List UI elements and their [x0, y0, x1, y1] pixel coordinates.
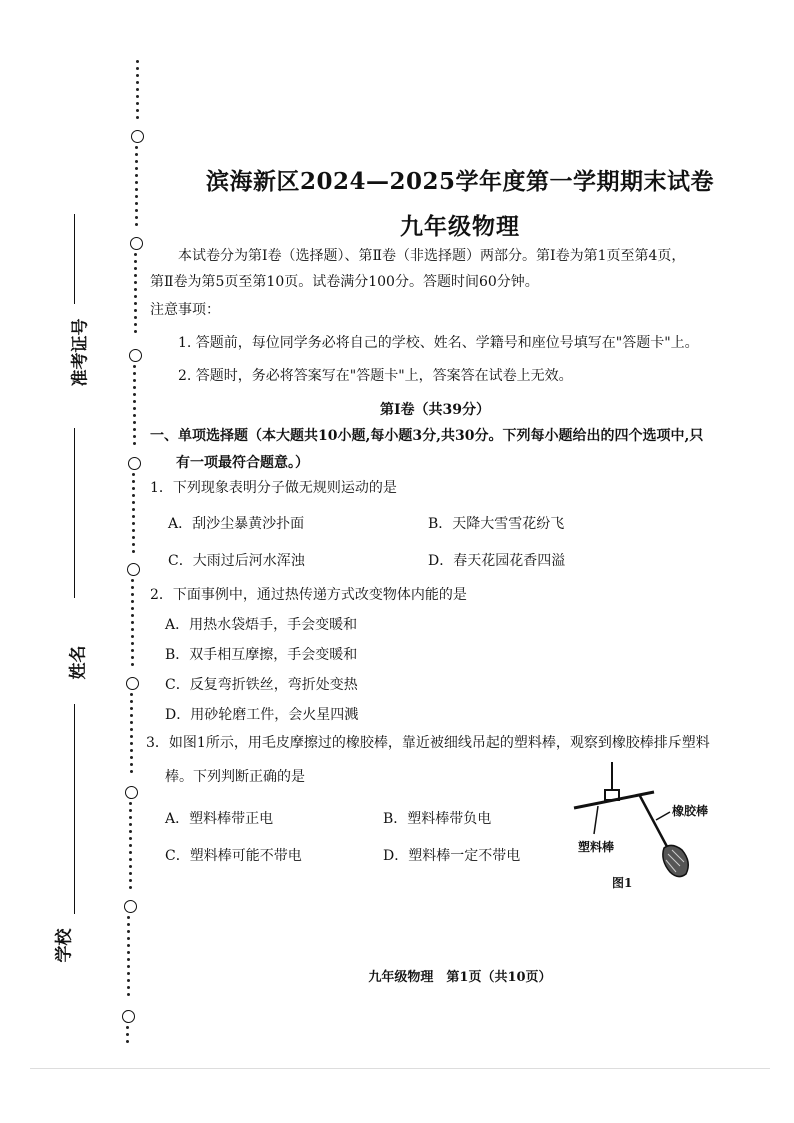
- exam-id-line: [74, 214, 75, 304]
- binding-hole-circle: [126, 677, 139, 690]
- notice-item-1: 1. 答题前，每位同学务必将自己的学校、姓名、学籍号和座位号填写在"答题卡"上。: [178, 335, 699, 351]
- dot: [127, 930, 130, 933]
- dot: [127, 958, 130, 961]
- dot: [130, 763, 133, 766]
- intro-line-2: 第Ⅱ卷为第5页至第10页。试卷满分100分。答题时间60分钟。: [150, 274, 539, 290]
- dot: [136, 74, 139, 77]
- dot: [129, 879, 132, 882]
- q3-stem-line-1: 3．如图1所示，用毛皮摩擦过的橡胶棒，靠近被细线吊起的塑料棒，观察到橡胶棒排斥塑料: [146, 735, 710, 751]
- dotted-segment: [132, 473, 136, 557]
- dot: [135, 216, 138, 219]
- dot: [134, 260, 137, 263]
- dotted-segment: [130, 693, 134, 777]
- dot: [132, 473, 135, 476]
- dot: [136, 95, 139, 98]
- dot: [130, 707, 133, 710]
- dot: [131, 593, 134, 596]
- notice-item-2: 2. 答题时，务必将答案写在"答题卡"上，答案答在试卷上无效。: [178, 368, 573, 384]
- q2-option-b: B．双手相互摩擦，手会变暖和: [165, 647, 358, 663]
- figure-1-drawing: [560, 762, 730, 892]
- rubber-rod-pointer: [656, 812, 670, 820]
- dot: [131, 656, 134, 659]
- dot: [134, 281, 137, 284]
- q3-option-d: D．塑料棒一定不带电: [383, 848, 521, 864]
- dot: [132, 487, 135, 490]
- binding-hole-circle: [131, 130, 144, 143]
- dot: [135, 153, 138, 156]
- dot: [130, 756, 133, 759]
- dot: [134, 288, 137, 291]
- dot: [127, 937, 130, 940]
- q2-option-c: C．反复弯折铁丝，弯折处变热: [165, 677, 358, 693]
- q3-option-a: A．塑料棒带正电: [165, 811, 274, 827]
- dot: [129, 802, 132, 805]
- dot: [129, 872, 132, 875]
- dot: [132, 550, 135, 553]
- dot: [133, 400, 136, 403]
- dot: [130, 742, 133, 745]
- dot: [135, 188, 138, 191]
- name-line: [74, 428, 75, 598]
- dot: [133, 365, 136, 368]
- binding-margin: [112, 60, 152, 1050]
- dot: [133, 372, 136, 375]
- dot: [132, 536, 135, 539]
- dot: [132, 522, 135, 525]
- notice-heading: 注意事项：: [150, 302, 220, 318]
- binding-hole-circle: [124, 900, 137, 913]
- dot: [131, 642, 134, 645]
- dot: [127, 972, 130, 975]
- dot: [134, 302, 137, 305]
- q1-stem: 1．下列现象表明分子做无规则运动的是: [150, 480, 397, 496]
- dot: [132, 543, 135, 546]
- dot: [129, 886, 132, 889]
- dot: [136, 81, 139, 84]
- dot: [130, 728, 133, 731]
- dot: [134, 309, 137, 312]
- dot: [133, 379, 136, 382]
- dot: [131, 579, 134, 582]
- q3-option-b: B．塑料棒带负电: [383, 811, 492, 827]
- dot: [129, 844, 132, 847]
- dot: [130, 700, 133, 703]
- dot: [130, 770, 133, 773]
- dot: [136, 60, 139, 63]
- q1-option-a: A．刮沙尘暴黄沙扑面: [168, 516, 305, 532]
- dot: [134, 316, 137, 319]
- rubber-rod-label: 橡胶棒: [672, 804, 709, 818]
- q2-option-a: A．用热水袋焐手，手会变暖和: [165, 617, 358, 633]
- section-heading: 第Ⅰ卷（共39分）: [380, 402, 491, 418]
- dot: [133, 442, 136, 445]
- dot: [129, 858, 132, 861]
- dot: [130, 714, 133, 717]
- dot: [134, 253, 137, 256]
- dotted-segment: [134, 253, 138, 337]
- dot: [131, 663, 134, 666]
- dot: [134, 330, 137, 333]
- dot: [127, 979, 130, 982]
- dot: [133, 435, 136, 438]
- dot: [135, 181, 138, 184]
- dot: [130, 721, 133, 724]
- q2-option-d: D．用砂轮磨工件，会火星四溅: [165, 707, 359, 723]
- dot: [130, 749, 133, 752]
- dot: [136, 102, 139, 105]
- figure-1: [560, 762, 730, 892]
- binding-hole-circle: [127, 563, 140, 576]
- dot: [129, 823, 132, 826]
- figure-caption: 图1: [612, 876, 633, 890]
- dotted-segment: [129, 802, 133, 893]
- dotted-segment: [126, 1026, 130, 1047]
- dot: [133, 414, 136, 417]
- page-footer: 九年级物理 第1页（共10页）: [368, 970, 552, 985]
- dot: [135, 167, 138, 170]
- part-title-line-1: 一、单项选择题（本大题共10小题,每小题3分,共30分。下列每小题给出的四个选项中,只: [150, 428, 704, 444]
- subject-title: 九年级物理: [400, 213, 520, 240]
- dot: [131, 614, 134, 617]
- dot: [132, 494, 135, 497]
- binding-hole-circle: [122, 1010, 135, 1023]
- dot: [130, 735, 133, 738]
- dot: [134, 267, 137, 270]
- dot: [126, 1026, 129, 1029]
- dot: [135, 174, 138, 177]
- page-edge-line: [30, 1068, 770, 1069]
- dot: [133, 428, 136, 431]
- dot: [133, 386, 136, 389]
- dot: [131, 635, 134, 638]
- dot: [131, 607, 134, 610]
- dot: [126, 1033, 129, 1036]
- dot: [131, 600, 134, 603]
- dot: [132, 480, 135, 483]
- dotted-segment: [136, 60, 140, 123]
- q3-option-c: C．塑料棒可能不带电: [165, 848, 302, 864]
- dot: [127, 993, 130, 996]
- dotted-segment: [131, 579, 135, 670]
- dot: [127, 923, 130, 926]
- dot: [132, 508, 135, 511]
- dot: [133, 407, 136, 410]
- dot: [136, 88, 139, 91]
- dot: [131, 621, 134, 624]
- part-title-line-2: 有一项最符合题意。）: [176, 455, 309, 471]
- dotted-segment: [127, 916, 131, 1000]
- dot: [136, 116, 139, 119]
- dot: [127, 965, 130, 968]
- dot: [127, 951, 130, 954]
- q2-stem: 2．下面事例中，通过热传递方式改变物体内能的是: [150, 587, 467, 603]
- dot: [133, 421, 136, 424]
- dot: [135, 146, 138, 149]
- q1-option-b: B．天降大雪雪花纷飞: [428, 516, 565, 532]
- name-label: 姓名: [68, 645, 89, 680]
- dot: [135, 160, 138, 163]
- school-line: [74, 704, 75, 914]
- binding-hole-circle: [128, 457, 141, 470]
- dot: [132, 529, 135, 532]
- dot: [136, 109, 139, 112]
- dot: [135, 195, 138, 198]
- dot: [131, 649, 134, 652]
- dot: [130, 693, 133, 696]
- dotted-segment: [133, 365, 137, 449]
- binding-hole-circle: [130, 237, 143, 250]
- dot: [135, 202, 138, 205]
- exam-id-label: 准考证号: [70, 318, 91, 387]
- q1-option-c: C．大雨过后河水浑浊: [168, 553, 305, 569]
- dot: [133, 393, 136, 396]
- plastic-rod-label: 塑料棒: [578, 840, 615, 854]
- plastic-rod-pointer: [594, 806, 598, 834]
- dot: [134, 295, 137, 298]
- dot: [132, 501, 135, 504]
- intro-line-1: 本试卷分为第Ⅰ卷（选择题）、第Ⅱ卷（非选择题）两部分。第Ⅰ卷为第1页至第4页，: [178, 248, 686, 264]
- binding-hole-circle: [129, 349, 142, 362]
- school-label: 学校: [54, 928, 75, 963]
- dot: [129, 809, 132, 812]
- dot: [126, 1040, 129, 1043]
- dot: [135, 223, 138, 226]
- dot: [134, 274, 137, 277]
- dot: [129, 816, 132, 819]
- dot: [127, 916, 130, 919]
- q3-stem-line-2: 棒。下列判断正确的是: [165, 769, 305, 785]
- dot: [135, 209, 138, 212]
- q1-option-d: D．春天花园花香四溢: [428, 553, 566, 569]
- dot: [127, 986, 130, 989]
- dot: [132, 515, 135, 518]
- dot: [134, 323, 137, 326]
- dot: [136, 67, 139, 70]
- dot: [129, 830, 132, 833]
- dot: [127, 944, 130, 947]
- dot: [131, 628, 134, 631]
- dot: [129, 837, 132, 840]
- dot: [129, 865, 132, 868]
- binding-hole-circle: [125, 786, 138, 799]
- dot: [129, 851, 132, 854]
- dot: [131, 586, 134, 589]
- dotted-segment: [135, 146, 139, 230]
- exam-title: 滨海新区2024—2025学年度第一学期期末试卷: [205, 168, 715, 195]
